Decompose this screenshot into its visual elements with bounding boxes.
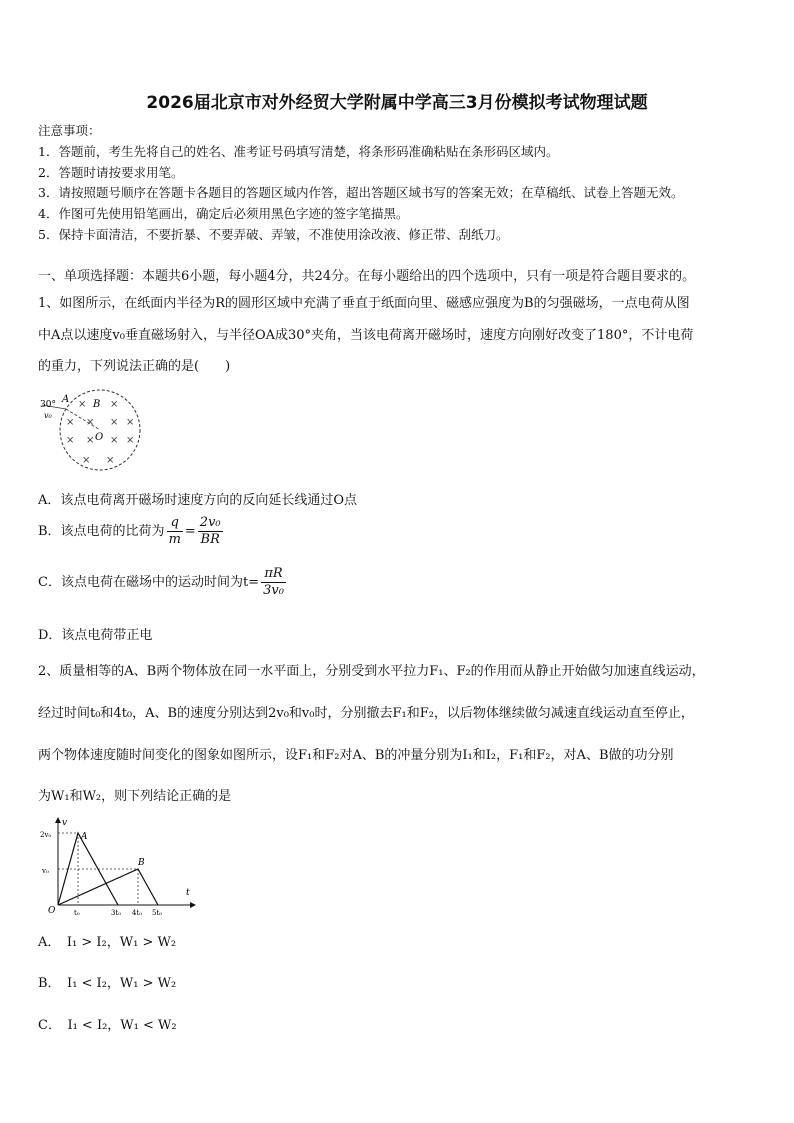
section-heading: 一、单项选择题：本题共6小题，每小题4分，共24分。在每小题给出的四个选项中，只有一项是符合题目要求的。 (38, 269, 696, 284)
q2-option-a: A． I₁ > I₂，W₁ > W₂ (38, 935, 177, 950)
q2-option-c: C． I₁ < I₂，W₁ < W₂ (38, 1018, 177, 1033)
q1-stem-line2: 中A点以速度v₀垂直磁场射入，与半径OA成30°夹角，当该电荷离开磁场时，速度方向刚好改变了180°，不计电荷 (38, 328, 694, 343)
field-cross-mark: × (78, 399, 87, 410)
notice-item: 4．作图可先使用铅笔画出，确定后必须用黑色字迹的签字笔描黑。 (38, 206, 409, 221)
fraction-denominator: 3v₀ (263, 583, 284, 598)
time-fraction (261, 566, 286, 599)
field-cross-mark: × (110, 435, 119, 446)
q1-option-b: B．该点电荷的比荷为 $\frac{q}{m}$ = $\frac{\text{2v₀}}{BR}$ (38, 515, 221, 547)
q1-stem-line3: 的重力，下列说法正确的是( ) (38, 359, 231, 374)
q1-option-c (38, 566, 288, 599)
x-tick-4t0: 4t₀ (132, 909, 143, 917)
y-tick-v0: v₀ (42, 867, 49, 875)
notice-item: 2．答题时请按要求用笔。 (38, 165, 184, 180)
q1-option-c-text: C．该点电荷在磁场中的运动时间为t= (38, 575, 260, 590)
field-cross-mark: × (106, 455, 115, 466)
q1-option-a: A．该点电荷离开磁场时速度方向的反向延长线通过O点 (38, 493, 358, 508)
field-cross-mark: × (126, 417, 135, 428)
field-cross-mark: × (110, 399, 119, 410)
field-cross-mark: × (66, 417, 75, 428)
fraction-denominator: BR (200, 532, 220, 547)
point-b-label: B (93, 399, 101, 410)
y-tick-2v0: 2v₀ (40, 831, 52, 839)
y-axis-arrow (55, 817, 61, 823)
notice-heading: 注意事项： (38, 123, 101, 138)
angle-label: 30° (40, 400, 56, 410)
x-tick-5t0: 5t₀ (152, 909, 163, 917)
field-cross-mark: × (82, 455, 91, 466)
field-cross-mark: × (86, 417, 95, 428)
fraction-numerator: 2v₀ (199, 515, 221, 530)
x-axis-arrow (190, 902, 196, 908)
x-axis-label: t (186, 888, 190, 898)
q2-velocity-time-graph (38, 815, 198, 920)
fraction-denominator: m (168, 532, 181, 547)
ratio-value-fraction (198, 515, 223, 548)
x-tick-3t0: 3t₀ (111, 909, 122, 917)
point-b-label: B (138, 858, 145, 868)
q2-option-b: B． I₁ < I₂，W₁ > W₂ (38, 976, 177, 991)
q2-stem-line4: 为W₁和W₂，则下列结论正确的是 (38, 789, 232, 804)
origin-label: O (48, 906, 56, 916)
point-a-label: A (62, 394, 70, 405)
field-cross-mark: × (66, 435, 75, 446)
q1-stem-line1: 1、如图所示，在纸面内半径为R的圆形区域中充满了垂直于纸面向里、磁感应强度为B的匀强磁场，一点电荷从图 (38, 296, 690, 311)
fraction-numerator: πR (261, 566, 286, 583)
q2-stem-line2: 经过时间t₀和4t₀，A、B的速度分别达到2v₀和v₀时，分别撤去F₁和F₂，以后物体继续做匀减速直线运动直至停止， (38, 706, 694, 721)
field-cross-mark: × (110, 417, 119, 428)
point-a-label: A (81, 832, 88, 842)
notice-item: 5．保持卡面清洁，不要折暴、不要弄破、弄皱，不准使用涂改液、修正带、刮纸刀。 (38, 227, 509, 242)
page-title: 2026届北京市对外经贸大学附属中学高三3月份模拟考试物理试题 (146, 93, 648, 113)
v0-label: v₀ (44, 411, 52, 420)
x-tick-t0: t₀ (74, 909, 80, 917)
field-cross-mark: × (126, 435, 135, 446)
fraction-numerator: q (167, 515, 183, 532)
field-cross-mark: × (86, 435, 95, 446)
q1-magnetic-field-figure (38, 385, 148, 475)
q1-option-d: D．该点电荷带正电 (38, 628, 153, 643)
charge-mass-fraction (167, 515, 183, 548)
notice-item: 3．请按照题号顺序在答题卡各题目的答题区域内作答，超出答题区域书写的答案无效；在草稿纸、试卷上答题无效。 (38, 185, 684, 200)
y-axis-label: v (62, 818, 68, 828)
point-o-label: O (95, 432, 104, 443)
q2-stem-line3: 两个物体速度随时间变化的图象如图所示，设F₁和F₂对A、B的冲量分别为I₁和I₂，F₁和F₂，对A、B做的功分别 (38, 748, 674, 763)
q2-stem-line1: 2、质量相等的A、B两个物体放在同一水平面上，分别受到水平拉力F₁、F₂的作用而从静止开始做匀加速直线运动， (38, 664, 705, 679)
notice-item: 1．答题前，考生先将自己的姓名、准考证号码填写清楚，将条形码准确粘贴在条形码区域内。 (38, 144, 559, 159)
q1-option-b-text: B．该点电荷的比荷为 (38, 524, 165, 539)
